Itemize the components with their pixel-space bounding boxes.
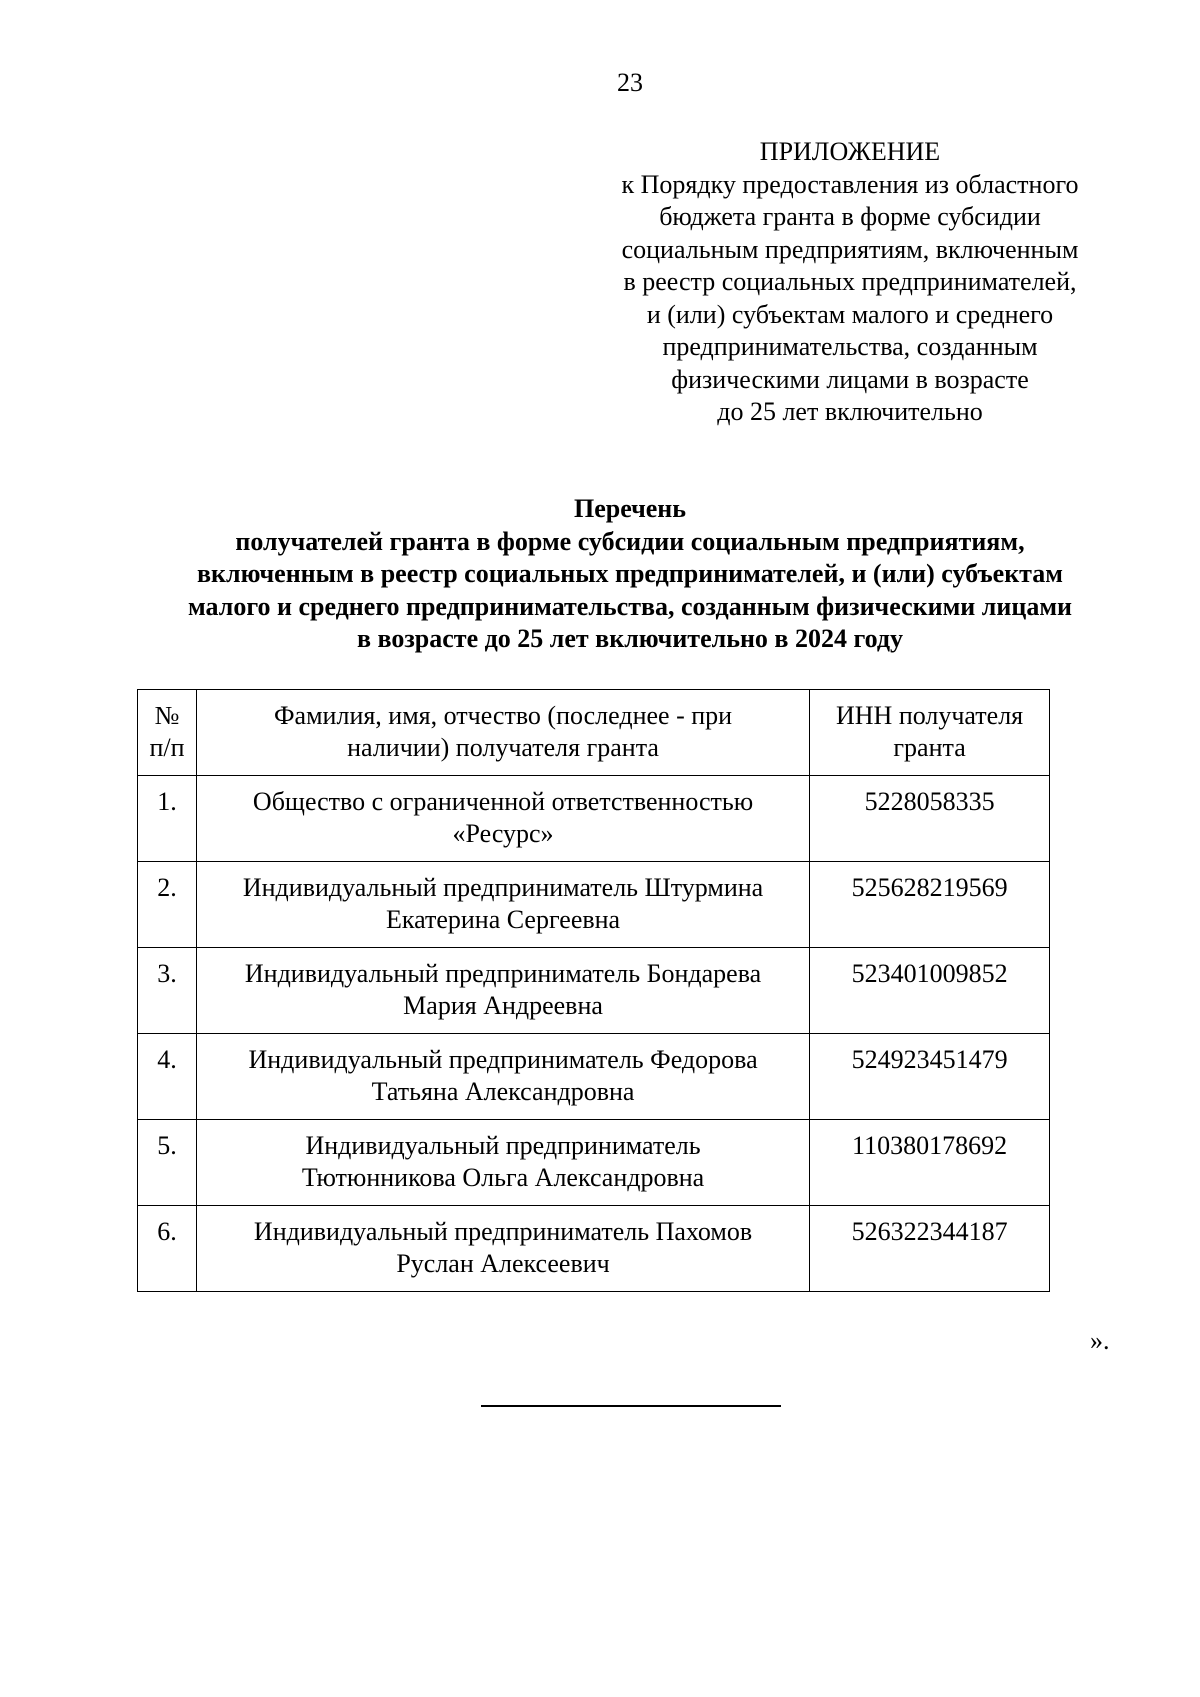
row-number: 6. (138, 1206, 197, 1292)
appendix-line: до 25 лет включительно (717, 397, 983, 426)
appendix-block (600, 136, 1100, 429)
row-number: 4. (138, 1034, 197, 1120)
title-line: в возрасте до 25 лет включительно в 2024 году (356, 624, 904, 653)
row-recipient-name: Индивидуальный предприниматель Тютюнникова Ольга Александровна (196, 1120, 809, 1206)
row-recipient-name: Общество с ограниченной ответственностью «Ресурс» (196, 776, 809, 862)
row-inn: 5228058335 (810, 776, 1050, 862)
row-number: 2. (138, 862, 197, 948)
row-inn: 524923451479 (810, 1034, 1050, 1120)
row-number: 3. (138, 948, 197, 1034)
appendix-heading: ПРИЛОЖЕНИЕ (759, 137, 941, 166)
page-number: 23 (617, 68, 643, 97)
appendix-line: социальным предприятиям, включенным (621, 234, 1079, 264)
header-number: № п/п (138, 690, 197, 776)
row-number: 1. (138, 776, 197, 862)
row-inn: 526322344187 (810, 1206, 1050, 1292)
appendix-line: физическими лицами в возрасте (671, 364, 1029, 394)
appendix-line: бюджета гранта в форме субсидии (659, 202, 1041, 231)
row-recipient-name: Индивидуальный предприниматель Бондарева Мария Андреевна (196, 948, 809, 1034)
title-line: включенным в реестр социальных предпринимателей, и (или) субъектам (197, 559, 1063, 588)
header-name: Фамилия, имя, отчество (последнее - при наличии) получателя гранта (196, 690, 809, 776)
table-row (138, 776, 1050, 862)
appendix-line: предпринимательства, созданным (662, 332, 1038, 361)
closing-quote: ». (1090, 1326, 1110, 1355)
separator-line (481, 1405, 781, 1407)
title-line: получателей гранта в форме субсидии социальным предприятиям, (235, 526, 1025, 556)
row-number: 5. (138, 1120, 197, 1206)
row-inn: 110380178692 (810, 1120, 1050, 1206)
row-recipient-name: Индивидуальный предприниматель Пахомов Руслан Алексеевич (196, 1206, 809, 1292)
appendix-line: в реестр социальных предпринимателей, (623, 267, 1077, 296)
table-row (138, 1120, 1050, 1206)
row-inn: 523401009852 (810, 948, 1050, 1034)
table-row (138, 862, 1050, 948)
row-recipient-name: Индивидуальный предприниматель Штурмина Екатерина Сергеевна (196, 862, 809, 948)
table-header-row (138, 690, 1050, 776)
recipients-table (137, 689, 1050, 1292)
row-recipient-name: Индивидуальный предприниматель Федорова Татьяна Александровна (196, 1034, 809, 1120)
title-heading: Перечень (573, 494, 687, 523)
document-title (100, 493, 1160, 656)
table-row (138, 1034, 1050, 1120)
appendix-line: к Порядку предоставления из областного (621, 169, 1079, 199)
table-row (138, 1206, 1050, 1292)
table-row (138, 948, 1050, 1034)
row-inn: 525628219569 (810, 862, 1050, 948)
header-inn: ИНН получателя гранта (810, 690, 1050, 776)
title-line: малого и среднего предпринимательства, созданным физическими лицами (187, 591, 1073, 621)
appendix-line: и (или) субъектам малого и среднего (646, 299, 1054, 329)
